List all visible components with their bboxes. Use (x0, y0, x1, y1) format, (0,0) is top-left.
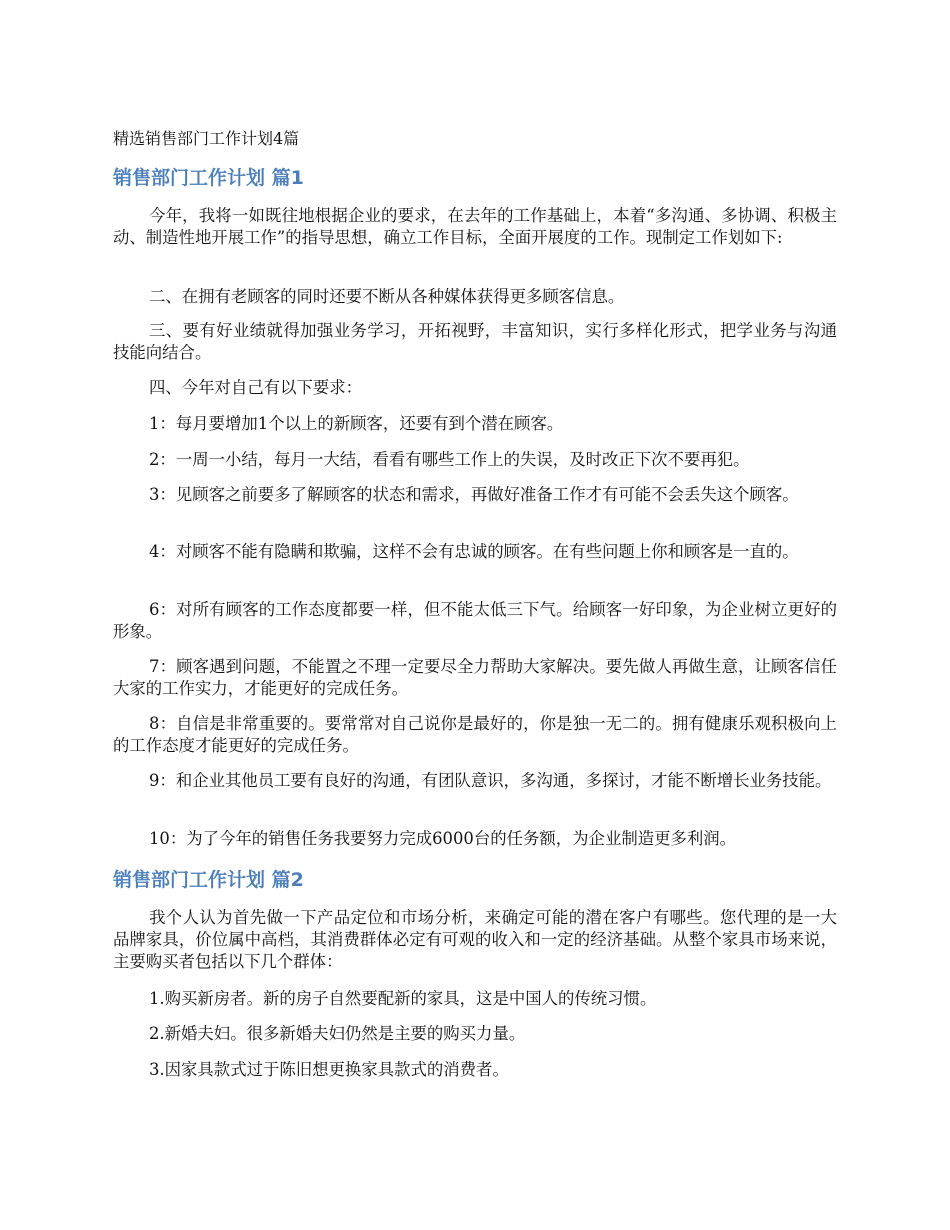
section-heading: 销售部门工作计划 篇2 (113, 869, 304, 891)
paragraph: 二、在拥有老顾客的同时还要不断从各种媒体获得更多顾客信息。 (149, 287, 625, 306)
paragraph: 2.新婚夫妇。很多新婚夫妇仍然是主要的购买力量。 (149, 1024, 526, 1043)
paragraph: 四、今年对自己有以下要求： (149, 378, 363, 397)
paragraph: 2：一周一小结，每月一大结，看看有哪些工作上的失误，及时改正下次不要再犯。 (149, 450, 750, 469)
paragraph: 10：为了今年的销售任务我要努力完成6000台的任务额，为企业制造更多利润。 (149, 829, 737, 848)
paragraph: 1.购买新房者。新的房子自然要配新的家具，这是中国人的传统习惯。 (149, 989, 657, 1008)
paragraph: 我个人认为首先做一下产品定位和市场分析，来确定可能的潜在客户有哪些。您代理的是一大品牌家具，价位属中高档，其消费群体必定有可观的收入和一定的经济基础。从整个家具市场来说，主要购买者包括以下几个群体： (113, 908, 837, 971)
paragraph: 6：对所有顾客的工作态度都要一样，但不能太低三下气。给顾客一好印象，为企业树立更好的形象。 (113, 600, 837, 641)
section-heading: 销售部门工作计划 篇1 (113, 167, 304, 189)
paragraph: 8：自信是非常重要的。要常常对自己说你是最好的，你是独一无二的。拥有健康乐观积极向上的工作态度才能更好的完成任务。 (113, 714, 837, 755)
paragraph: 三、要有好业绩就得加强业务学习，开拓视野，丰富知识，实行多样化形式，把学业务与沟通技能向结合。 (113, 321, 837, 362)
paragraph: 今年，我将一如既往地根据企业的要求，在去年的工作基础上，本着“多沟通、多协调、积极主动、制造性地开展工作”的指导思想，确立工作目标，全面开展度的工作。现制定工作划如下: (113, 206, 837, 247)
document-title: 精选销售部门工作计划4篇 (113, 129, 300, 148)
paragraph: 9：和企业其他员工要有良好的沟通，有团队意识，多沟通，多探讨，才能不断增长业务技能。 (149, 771, 832, 790)
paragraph: 1：每月要增加1个以上的新顾客，还要有到个潜在顾客。 (149, 414, 564, 433)
paragraph: 3：见顾客之前要多了解顾客的状态和需求，再做好准备工作才有可能不会丢失这个顾客。 (149, 485, 799, 504)
paragraph: 4：对顾客不能有隐瞒和欺骗，这样不会有忠诚的顾客。在有些问题上你和顾客是一直的。 (149, 542, 799, 561)
paragraph: 3.因家具款式过于陈旧想更换家具款式的消费者。 (149, 1060, 509, 1079)
paragraph: 7：顾客遇到问题，不能置之不理一定要尽全力帮助大家解决。要先做人再做生意，让顾客信任大家的工作实力，才能更好的完成任务。 (113, 657, 837, 698)
